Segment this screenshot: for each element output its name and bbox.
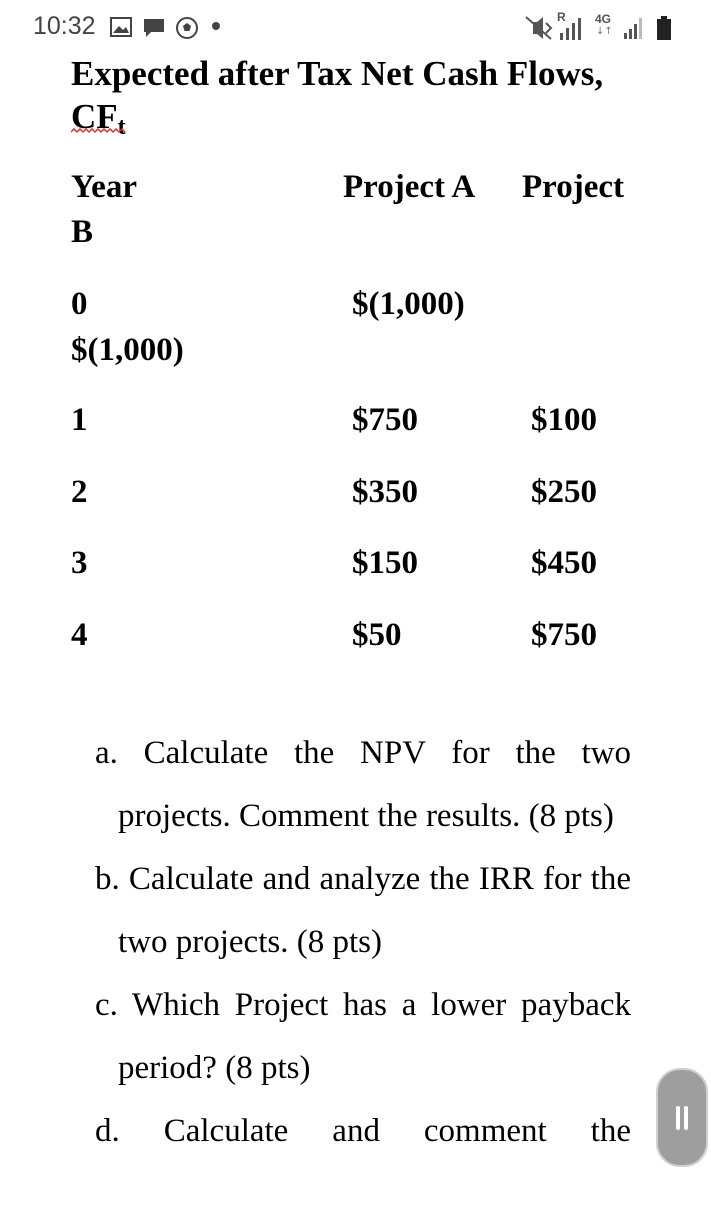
battery-icon xyxy=(657,16,671,40)
4g-icon: 4G ↓↑ xyxy=(595,12,613,37)
soccer-ball-icon xyxy=(176,17,198,39)
row-4-project-b: $750 xyxy=(531,617,597,653)
header-project-b: Project xyxy=(522,169,624,205)
title-subscript: t xyxy=(117,114,126,140)
table-title xyxy=(71,52,671,149)
title-line-1: Expected after Tax Net Cash Flows, xyxy=(71,54,604,93)
mute-icon xyxy=(523,14,555,42)
signal-icon xyxy=(623,15,645,41)
header-project-a: Project A xyxy=(343,169,476,205)
question-d: d. Calculate and comment the xyxy=(95,1113,631,1149)
row-3-project-b: $450 xyxy=(531,545,597,581)
row-4-year: 4 xyxy=(71,617,88,653)
fast-scroll-handle[interactable] xyxy=(656,1068,708,1167)
header-project-b-continued: B xyxy=(71,214,94,250)
status-time: 10:32 xyxy=(33,12,96,40)
message-icon xyxy=(142,17,166,39)
row-2-project-a: $350 xyxy=(352,474,418,510)
row-0-project-b: $(1,000) xyxy=(71,332,184,368)
image-icon xyxy=(110,17,132,37)
grip-line-right xyxy=(684,1106,688,1130)
row-2-year: 2 xyxy=(71,474,88,510)
row-3-project-a: $150 xyxy=(352,545,418,581)
title-line-2: CF xyxy=(71,97,118,136)
row-4-project-a: $50 xyxy=(352,617,402,653)
row-1-project-b: $100 xyxy=(531,402,597,438)
row-1-project-a: $750 xyxy=(352,402,418,438)
notification-dot xyxy=(212,22,220,30)
row-3-year: 3 xyxy=(71,545,88,581)
grip-line-left xyxy=(676,1106,680,1130)
question-c: c. Which Project has a lower payback period? (8 pts) xyxy=(95,987,631,1086)
row-2-project-b: $250 xyxy=(531,474,597,510)
question-a: a. Calculate the NPV for the two projects. Comment the results. (8 pts) xyxy=(95,735,631,834)
question-list xyxy=(95,722,631,1163)
spellcheck-underline xyxy=(71,128,127,136)
row-1-year: 1 xyxy=(71,402,88,438)
header-year: Year xyxy=(71,169,137,205)
question-b: b. Calculate and analyze the IRR for the two projects. (8 pts) xyxy=(95,861,631,960)
row-0-project-a: $(1,000) xyxy=(352,286,465,322)
row-0-year: 0 xyxy=(71,286,88,322)
status-bar xyxy=(0,0,711,56)
roaming-signal-icon: R xyxy=(557,14,587,42)
